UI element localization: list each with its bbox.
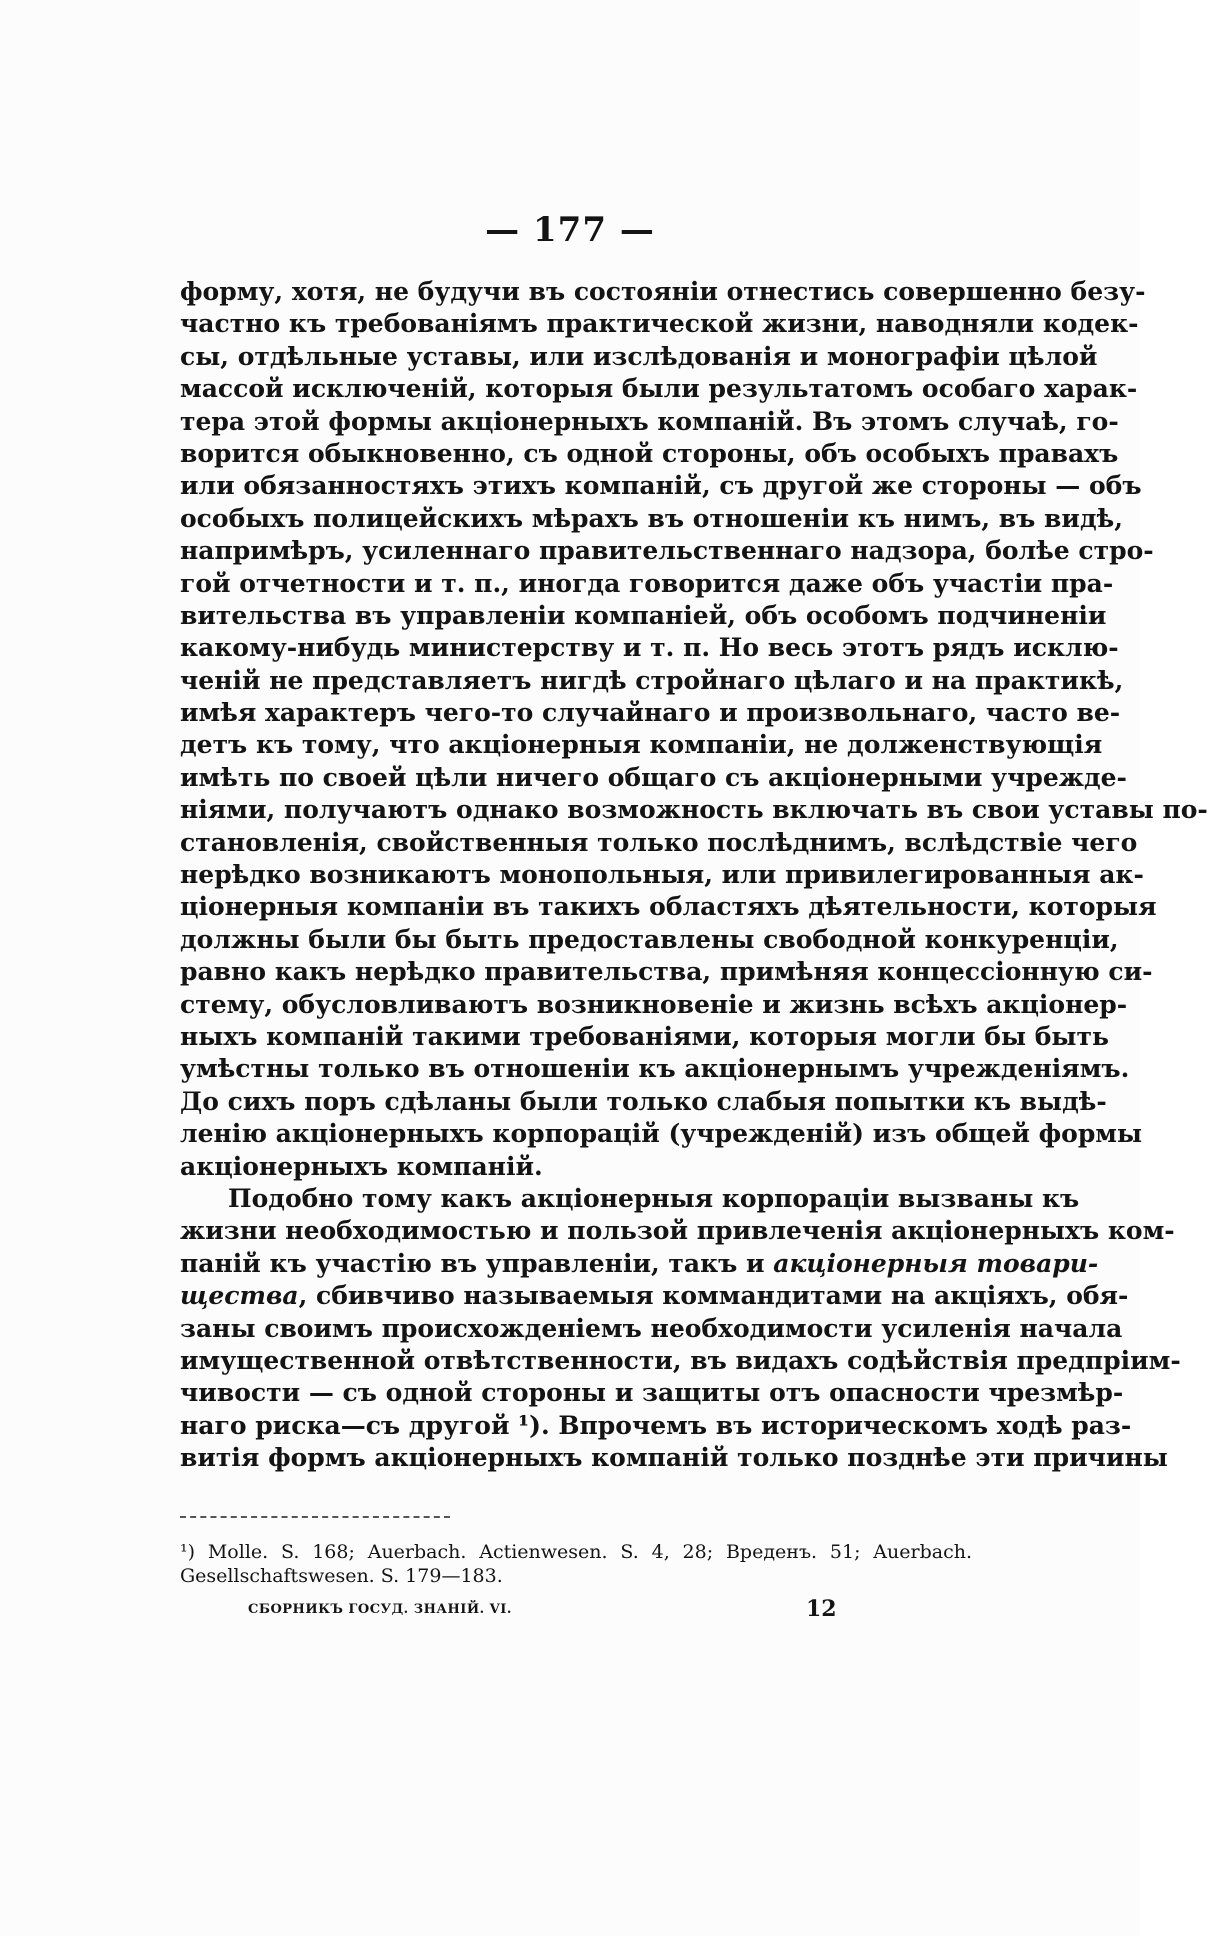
text-line: форму, хотя, не будучи въ состояніи отнестись совершенно безу- bbox=[180, 277, 1146, 306]
text-line: гой отчетности и т. п., иногда говорится даже объ участіи пра- bbox=[180, 568, 1114, 598]
text-line: наго риска—съ другой ¹). Впрочемъ въ историческомъ ходѣ раз- bbox=[180, 1410, 1132, 1440]
text-line: нерѣдко возникаютъ монопольныя, или привилегированныя ак- bbox=[180, 860, 1144, 890]
text-line: ленію акціонерныхъ корпорацій (учрежденій) изъ общей формы bbox=[180, 1119, 1143, 1149]
page-number: — 177 — bbox=[485, 210, 655, 250]
text-line: тера этой формы акціонерныхъ компаній. Въ этомъ случаѣ, го- bbox=[180, 406, 1119, 436]
italic-term: акціонерныя товари- bbox=[773, 1248, 1099, 1278]
italic-term: щества bbox=[180, 1281, 299, 1311]
footnote-line: ¹) Molle. S. 168; Auerbach. Actienwesen. S. 4, 28; Вреденъ. 51; Auerbach. bbox=[180, 1541, 972, 1563]
text-line: имѣть по своей цѣли ничего общаго съ акціонерными учрежде- bbox=[180, 762, 1127, 792]
text-line: ныхъ компаній такими требованіями, которыя могли бы быть bbox=[180, 1021, 1109, 1051]
text-line: заны своимъ происхожденіемъ необходимости усиленія начала bbox=[180, 1313, 1123, 1343]
text-line: ворится обыкновенно, съ одной стороны, объ особыхъ правахъ bbox=[180, 438, 1119, 468]
text-line: ціонерныя компаніи въ такихъ областяхъ дѣятельности, которыя bbox=[180, 892, 1157, 922]
text-line: имѣя характеръ чего-то случайнаго и произвольнаго, часто ве- bbox=[180, 698, 1121, 728]
text-line: витія формъ акціонерныхъ компаній только позднѣе эти причины bbox=[180, 1443, 1168, 1473]
text-line: должны были бы быть предоставлены свободной конкуренціи, bbox=[180, 924, 1119, 954]
text-span: , сбивчиво называемыя коммандитами на акціяхъ, обя- bbox=[298, 1281, 1129, 1311]
footnote-line: Gesellschaftswesen. S. 179—183. bbox=[180, 1565, 503, 1587]
footnote bbox=[180, 1540, 972, 1588]
text-line: имущественной отвѣтственности, въ видахъ содѣйствія предпріим- bbox=[180, 1345, 1181, 1375]
text-line: До сихъ поръ сдѣланы были только слабыя попытки къ выдѣ- bbox=[180, 1086, 1107, 1116]
text-line: сы, отдѣльные уставы, или изслѣдованія и монографіи цѣлой bbox=[180, 341, 1098, 371]
text-line: или обязанностяхъ этихъ компаній, съ другой же стороны — объ bbox=[180, 471, 1142, 501]
text-line: жизни необходимостью и пользой привлеченія акціонерныхъ ком- bbox=[180, 1216, 1175, 1246]
text-line: вительства въ управленіи компаніей, объ особомъ подчиненіи bbox=[180, 600, 1107, 630]
footnote-divider bbox=[180, 1516, 450, 1518]
text-line: массой исключеній, которыя были результатомъ особаго харак- bbox=[180, 374, 1138, 404]
text-line: Подобно тому какъ акціонерныя корпораціи вызваны къ bbox=[228, 1183, 1080, 1213]
signature-number: 12 bbox=[806, 1596, 837, 1622]
text-line-with-emphasis bbox=[180, 1280, 1129, 1312]
text-line: акціонерныхъ компаній. bbox=[180, 1151, 543, 1181]
text-line: частно къ требованіямъ практической жизни, наводняли кодек- bbox=[180, 309, 1139, 339]
signature-mark: СБОРНИКЪ ГОСУД. ЗНАНІЙ. VI. bbox=[248, 1602, 512, 1617]
text-line: какому-нибудь министерству и т. п. Но весь этотъ рядъ исклю- bbox=[180, 633, 1119, 663]
text-line: стему, обусловливаютъ возникновеніе и жизнь всѣхъ акціонер- bbox=[180, 989, 1128, 1019]
text-line-with-emphasis bbox=[180, 1248, 1099, 1280]
text-line: детъ къ тому, что акціонерныя компаніи, не долженствующія bbox=[180, 730, 1103, 760]
text-line: ченій не представляетъ нигдѣ стройнаго цѣлаго и на практикѣ, bbox=[180, 665, 1124, 695]
text-line: напримѣръ, усиленнаго правительственнаго надзора, болѣе стро- bbox=[180, 536, 1154, 566]
text-line: становленія, свойственныя только послѣднимъ, вслѣдствіе чего bbox=[180, 827, 1138, 857]
text-line: особыхъ полицейскихъ мѣрахъ въ отношеніи къ нимъ, въ видѣ, bbox=[180, 503, 1123, 533]
text-span: паній къ участію въ управленіи, такъ и bbox=[180, 1248, 774, 1278]
text-line: умѣстны только въ отношеніи къ акціонернымъ учрежденіямъ. bbox=[180, 1054, 1130, 1084]
text-line: равно какъ нерѣдко правительства, примѣняя концессіонную си- bbox=[180, 957, 1153, 987]
main-text bbox=[180, 276, 1208, 1474]
text-line: ніями, получаютъ однако возможность включать въ свои уставы по- bbox=[180, 795, 1208, 825]
text-line: чивости — съ одной стороны и защиты отъ опасности чрезмѣр- bbox=[180, 1378, 1124, 1408]
